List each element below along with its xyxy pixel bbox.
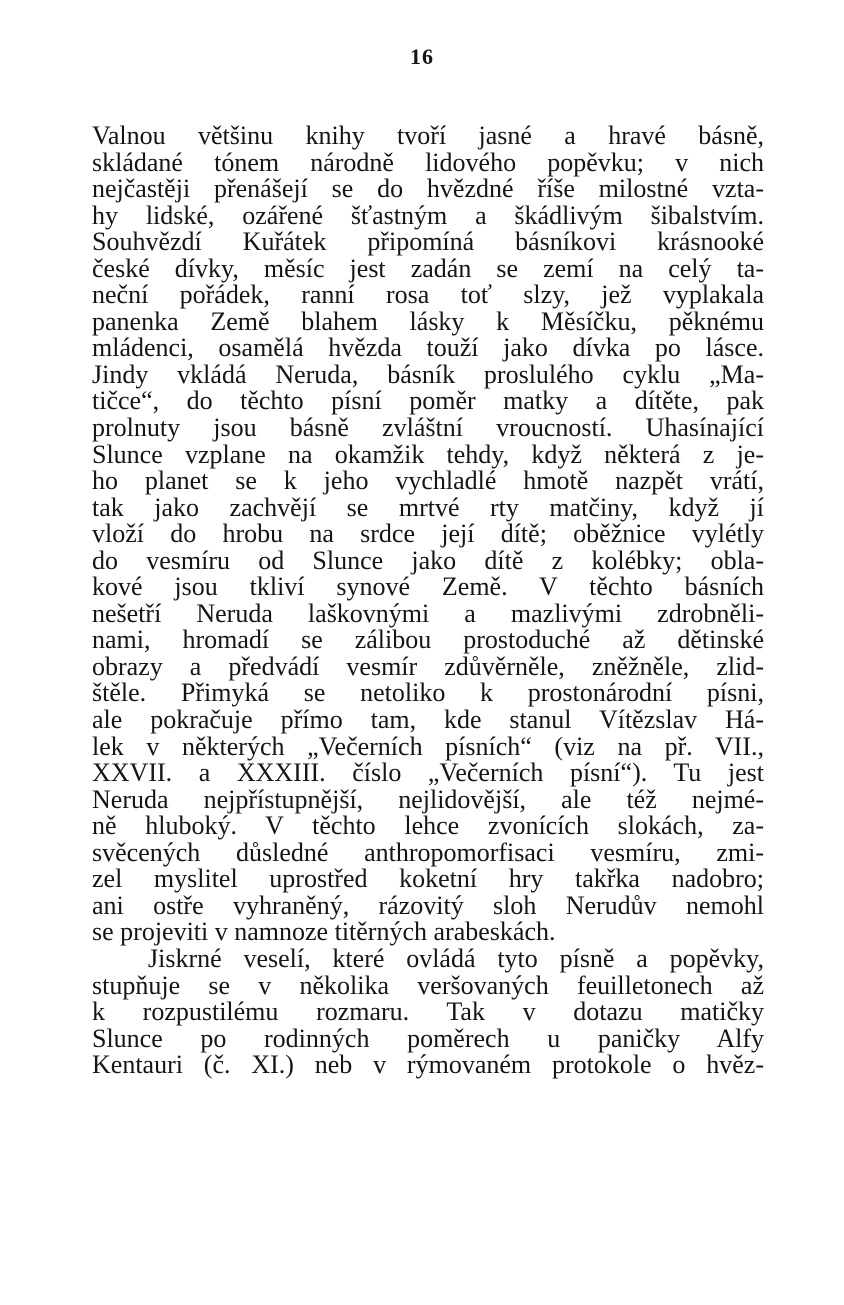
text-line: ani ostře vyhraněný, rázovitý sloh Nerudův nemohl [92,890,764,920]
text-line: ale pokračuje přímo tam, kde stanul Vítězslav Há- [92,705,764,735]
text-line: skládané tónem národně lidového popěvku; v nich [92,147,764,177]
text-line: tičce“, do těchto písní poměr matky a dítěte, pak [92,386,764,416]
text-line: nejčastěji přenášejí se do hvězdné říše milostné vzta- [92,174,764,204]
text-line: Kentauri (č. XI.) neb v rýmovaném protokole o hvěz- [92,1050,764,1080]
text-line: ně hluboký. V těchto lehce zvonících slokách, za- [92,811,764,841]
text-line: do vesmíru od Slunce jako dítě z kolébky; obla- [92,545,764,575]
text-line: Valnou většinu knihy tvoří jasné a hravé básně, [92,121,764,150]
paragraph [92,123,764,946]
text-line: nami, hromadí se zálibou prostoduché až dětinské [92,625,764,655]
text-line: neční pořádek, ranní rosa toť slzy, jež vyplakala [92,280,764,310]
text-line: kové jsou tkliví synové Země. V těchto básních [92,572,764,602]
text-line: stupňuje se v několika veršovaných feuilletonech až [92,970,764,1000]
text-line: české dívky, měsíc jest zadán se zemí na celý ta- [92,253,764,283]
text-line: svěcených důsledné anthropomorfisaci vesmíru, zmi- [92,837,764,867]
text-line: se projeviti v namnoze titěrných arabeskách. [92,917,556,947]
text-line: zel myslitel uprostřed koketní hry takřka nadobro; [92,864,764,894]
text-line: vloží do hrobu na srdce její dítě; oběžnice vylétly [92,519,764,549]
text-line: Souhvězdí Kuřátek připomíná básníkovi krásnooké [92,227,764,257]
body-text [92,123,764,1079]
page-number: 16 [410,44,434,69]
text-line: prolnuty jsou básně zvláštní vroucností. Uhasínající [92,413,764,443]
text-line: Neruda nejpřístupnější, nejlidovější, ale též nejmé- [92,784,764,814]
text-line: k rozpustilému rozmaru. Tak v dotazu matičky [92,997,764,1027]
text-line: štěle. Přimyká se netoliko k prostonárodní písni, [92,678,764,708]
text-line: Slunce vzplane na okamžik tehdy, když některá z je- [92,439,764,469]
text-line: Jiskrné veselí, které ovládá tyto písně a popěvky, [148,943,764,973]
text-line: lek v některých „Večerních písních“ (viz na př. VII., [92,731,764,761]
text-line: tak jako zachvějí se mrtvé rty matčiny, když jí [92,492,764,522]
text-line: Jindy vkládá Neruda, básník proslulého cyklu „Ma- [92,359,764,389]
text-line: Slunce po rodinných poměrech u paničky Alfy [92,1023,764,1053]
text-line: obrazy a předvádí vesmír zdůvěrněle, zněžněle, zlid- [92,651,764,681]
text-line: nešetří Neruda laškovnými a mazlivými zdrobněli- [92,598,764,628]
paragraph [92,943,764,1080]
text-line: ho planet se k jeho vychladlé hmotě nazpět vrátí, [92,466,764,496]
text-line: mládenci, osamělá hvězda touží jako dívka po lásce. [92,333,764,363]
text-line: panenka Země blahem lásky k Měsíčku, pěknému [92,306,764,336]
text-line: XXVII. a XXXIII. číslo „Večerních písní“). Tu jest [92,758,764,788]
text-line: hy lidské, ozářené šťastným a škádlivým šibalstvím. [92,200,764,230]
